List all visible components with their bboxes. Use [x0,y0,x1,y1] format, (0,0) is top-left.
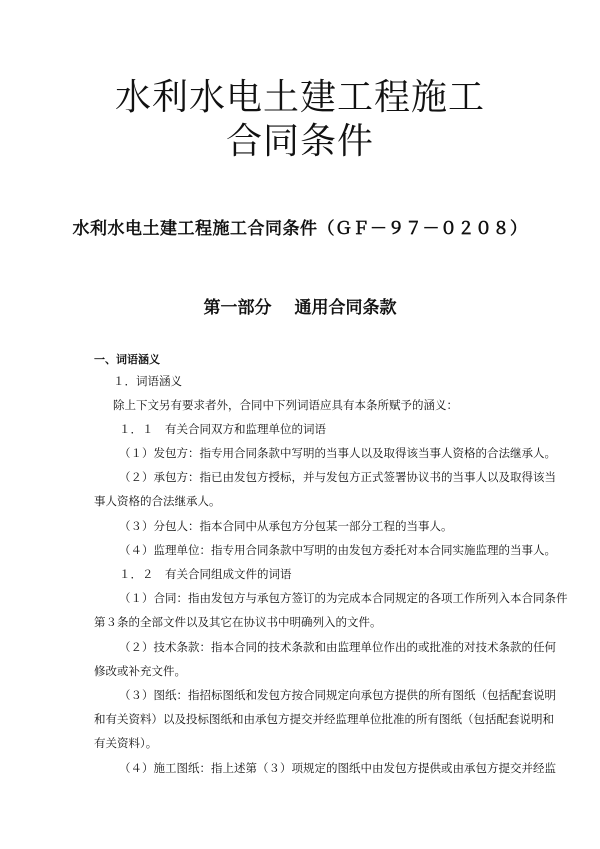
paragraph-3: １．１ 有关合同双方和监理单位的词语 [119,422,326,436]
document-title-line2: 合同条件 [225,121,374,162]
paragraph-7: （３）分包人：指本合同中从承包方分包某一部分工程的当事人。 [119,519,453,533]
paragraph-8: （４）监理单位：指专用合同条款中写明的由发包方委托对本合同实施监理的当事人。 [119,543,556,557]
document-subtitle: 水利水电土建工程施工合同条件（ＧＦ－９７－０２０８） [72,219,528,239]
part-heading: 第一部分 通用合同条款 [203,298,397,318]
section-heading: 一、词语涵义 [94,353,160,366]
paragraph-14: （３）图纸：指招标图纸和发包方按合同规定向承包方提供的所有图纸（包括配套说明 [119,688,556,702]
paragraph-13: 修改或补充文件。 [94,664,186,678]
paragraph-4: （１）发包方：指专用合同条款中写明的当事人以及取得该当事人资格的合法继承人。 [119,446,556,460]
paragraph-2: 除上下文另有要求者外，合同中下列词语应具有本条所赋予的涵义： [113,398,458,412]
paragraph-10: （１）合同：指由发包方与承包方签订的为完成本合同规定的各项工作所列入本合同条件 [119,591,568,605]
paragraph-5: （２）承包方：指已由发包方授标，并与发包方正式签署协议书的当事人以及取得该当 [119,470,556,484]
paragraph-15: 和有关资料）以及投标图纸和由承包方提交并经监理单位批准的所有图纸（包括配套说明和 [94,712,554,726]
paragraph-9: １．２ 有关合同组成文件的词语 [119,567,292,581]
paragraph-16: 有关资料）。 [94,736,158,750]
paragraph-12: （２）技术条款：指本合同的技术条款和由监理单位作出的或批准的对技术条款的任何 [119,640,556,654]
paragraph-17: （４）施工图纸：指上述第（３）项规定的图纸中由发包方提供或由承包方提交并经监 [119,761,556,775]
document-title-line1: 水利水电土建工程施工 [114,77,485,118]
paragraph-6: 事人资格的合法继承人。 [94,494,221,508]
paragraph-1: １．词语涵义 [113,374,182,388]
paragraph-11: 第３条的全部文件以及其它在协议书中明确列入的文件。 [94,615,382,629]
